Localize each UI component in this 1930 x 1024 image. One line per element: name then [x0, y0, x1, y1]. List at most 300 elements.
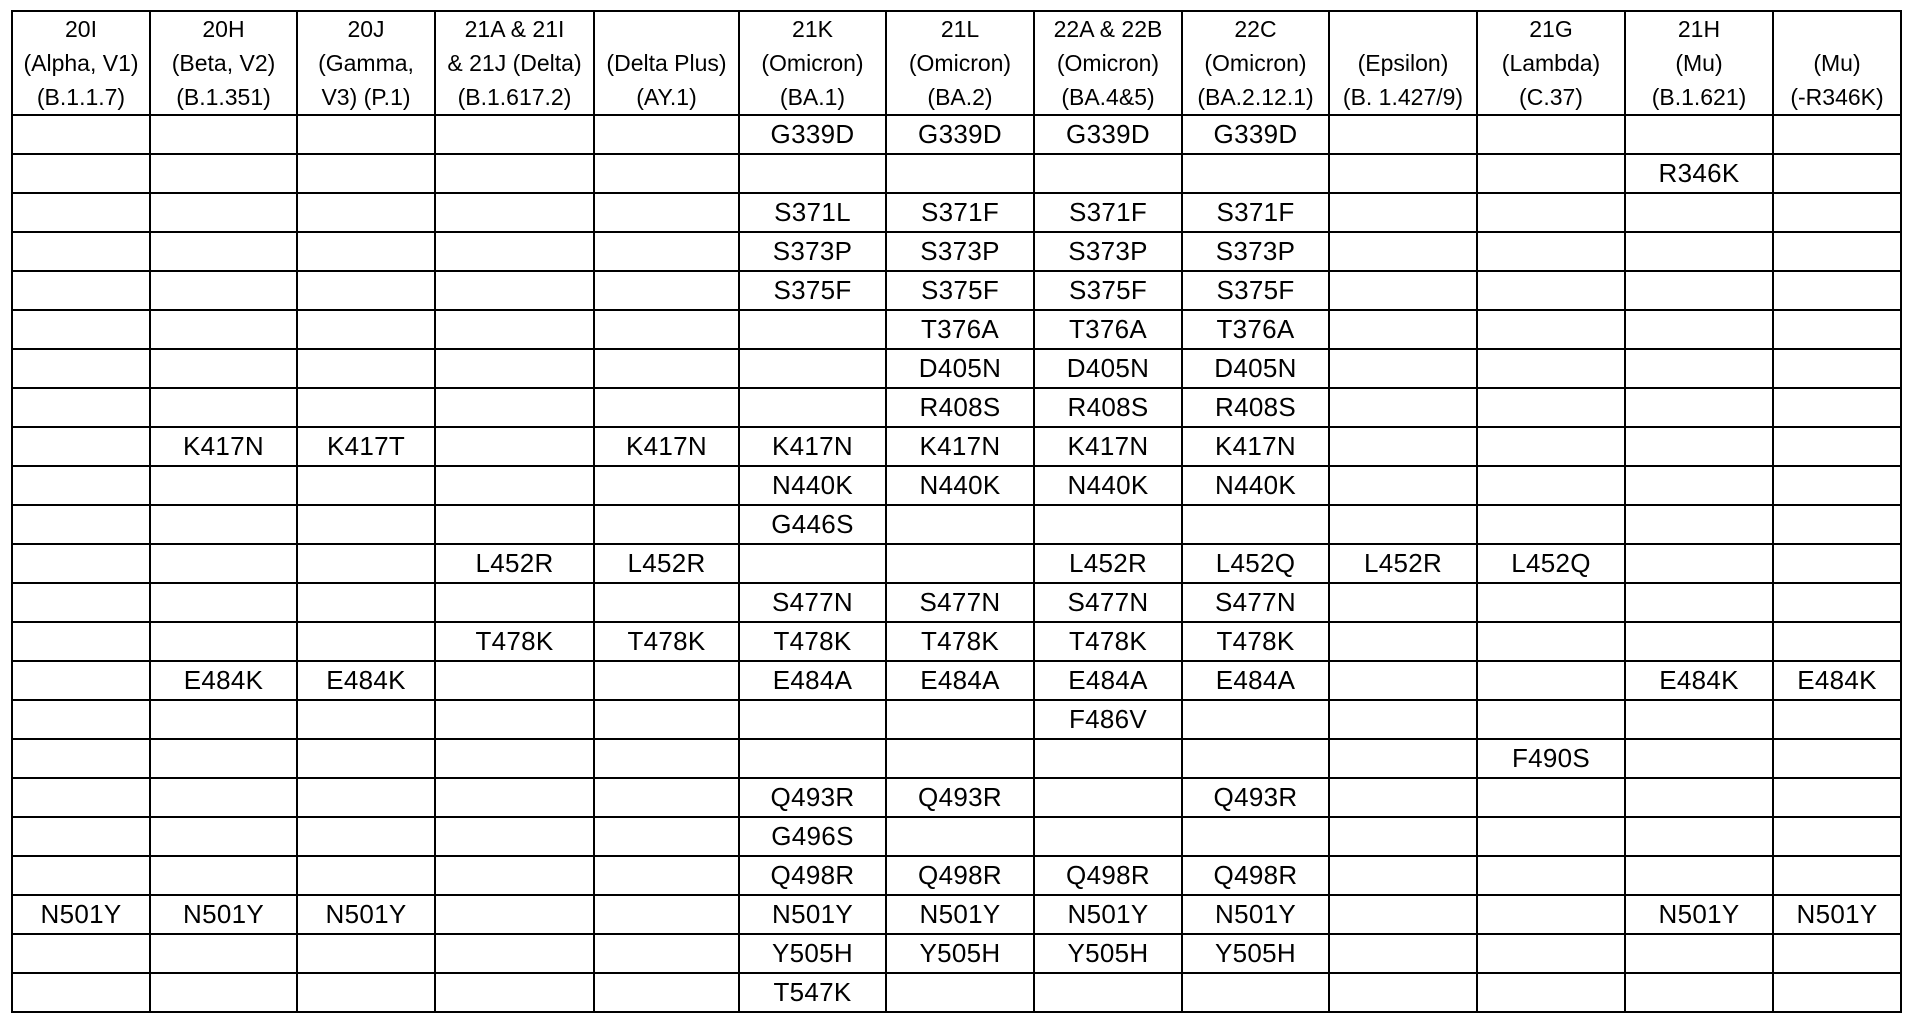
mutation-cell: R346K: [1625, 154, 1773, 193]
mutation-cell: [12, 193, 150, 232]
mutation-cell: [12, 349, 150, 388]
mutation-cell: [435, 739, 594, 778]
mutation-cell: [12, 232, 150, 271]
mutation-cell: E484K: [1773, 661, 1901, 700]
column-header: [1034, 11, 1182, 115]
mutation-cell: [886, 544, 1034, 583]
mutation-cell: [150, 349, 297, 388]
mutation-cell: [1477, 505, 1625, 544]
column-header: [594, 11, 739, 115]
column-header-line: (AY.1): [636, 84, 697, 110]
mutation-cell: Q493R: [886, 778, 1034, 817]
mutation-cell: [594, 505, 739, 544]
table-row: [12, 466, 1901, 505]
column-header-line: (B.1.351): [176, 84, 271, 110]
mutation-cell: S375F: [1034, 271, 1182, 310]
mutation-cell: S373P: [1182, 232, 1329, 271]
mutation-cell: [1034, 817, 1182, 856]
mutation-cell: [1773, 973, 1901, 1012]
table-row: [12, 622, 1901, 661]
mutation-cell: [150, 973, 297, 1012]
column-header-line: [595, 12, 738, 46]
mutation-cell: [1477, 115, 1625, 154]
column-header: [886, 11, 1034, 115]
mutation-cell: [594, 778, 739, 817]
mutation-cell: [1329, 115, 1477, 154]
mutation-cell: S477N: [886, 583, 1034, 622]
mutation-cell: [1477, 583, 1625, 622]
column-header-line: 20J: [347, 16, 385, 42]
mutation-cell: [1625, 310, 1773, 349]
mutation-cell: [12, 466, 150, 505]
mutation-cell: [1329, 427, 1477, 466]
table-row: [12, 349, 1901, 388]
table-row: [12, 115, 1901, 154]
mutation-cell: [297, 778, 435, 817]
mutation-cell: S371F: [1182, 193, 1329, 232]
mutation-cell: K417N: [1034, 427, 1182, 466]
mutation-cell: [886, 973, 1034, 1012]
mutation-cell: G339D: [739, 115, 886, 154]
mutation-cell: [1034, 778, 1182, 817]
mutation-cell: [594, 700, 739, 739]
mutation-cell: [1625, 193, 1773, 232]
mutation-cell: S375F: [739, 271, 886, 310]
mutation-cell: [1329, 895, 1477, 934]
mutation-cell: [594, 388, 739, 427]
mutation-cell: [1625, 934, 1773, 973]
mutation-cell: [739, 310, 886, 349]
mutation-cell: N501Y: [297, 895, 435, 934]
mutation-cell: G446S: [739, 505, 886, 544]
table-row: [12, 505, 1901, 544]
mutation-cell: [1625, 739, 1773, 778]
mutation-cell: [594, 934, 739, 973]
mutation-cell: [1477, 349, 1625, 388]
column-header-line: (Omicron): [761, 50, 864, 76]
mutation-cell: [1329, 661, 1477, 700]
mutation-cell: N501Y: [1034, 895, 1182, 934]
table-row: [12, 895, 1901, 934]
mutation-cell: [297, 193, 435, 232]
mutation-cell: [435, 583, 594, 622]
column-header-line: 21G: [1529, 16, 1573, 42]
mutation-cell: S371L: [739, 193, 886, 232]
mutation-cell: T376A: [1034, 310, 1182, 349]
table-row: [12, 310, 1901, 349]
mutation-cell: [1625, 817, 1773, 856]
mutation-cell: [1034, 973, 1182, 1012]
mutation-cell: [1625, 427, 1773, 466]
mutation-cell: [1477, 466, 1625, 505]
mutation-cell: [1625, 388, 1773, 427]
mutation-cell: Y505H: [1182, 934, 1329, 973]
mutation-cell: [1477, 973, 1625, 1012]
mutation-cell: [1625, 856, 1773, 895]
mutation-cell: E484K: [1625, 661, 1773, 700]
column-header: [1182, 11, 1329, 115]
mutation-cell: [435, 388, 594, 427]
mutation-cell: [594, 583, 739, 622]
mutation-cell: [435, 505, 594, 544]
column-header-line: (Gamma,: [318, 50, 414, 76]
mutation-cell: S375F: [1182, 271, 1329, 310]
mutation-cell: [150, 817, 297, 856]
mutation-cell: [594, 232, 739, 271]
mutation-cell: [1329, 778, 1477, 817]
mutation-cell: [150, 583, 297, 622]
mutation-cell: N501Y: [739, 895, 886, 934]
mutation-cell: [1625, 973, 1773, 1012]
mutation-cell: [435, 310, 594, 349]
mutation-cell: E484A: [886, 661, 1034, 700]
mutation-cell: [297, 505, 435, 544]
mutation-cell: [435, 271, 594, 310]
mutation-cell: N501Y: [1182, 895, 1329, 934]
mutation-cell: [1625, 466, 1773, 505]
mutation-cell: [886, 700, 1034, 739]
mutation-cell: [150, 622, 297, 661]
mutation-cell: [1477, 778, 1625, 817]
column-header: [739, 11, 886, 115]
mutation-cell: [1182, 739, 1329, 778]
mutation-cell: [1329, 232, 1477, 271]
mutation-cell: [1625, 778, 1773, 817]
mutation-cell: Y505H: [1034, 934, 1182, 973]
mutation-cell: S371F: [886, 193, 1034, 232]
mutation-cell: T478K: [739, 622, 886, 661]
mutation-cell: [12, 271, 150, 310]
mutation-cell: E484A: [1182, 661, 1329, 700]
table-row: [12, 544, 1901, 583]
column-header-line: 21H: [1677, 16, 1721, 42]
mutation-cell: [1773, 193, 1901, 232]
mutation-cell: K417T: [297, 427, 435, 466]
mutation-cell: D405N: [1034, 349, 1182, 388]
mutation-cell: [1477, 388, 1625, 427]
mutation-cell: N501Y: [150, 895, 297, 934]
mutation-cell: [435, 193, 594, 232]
mutation-cell: [1477, 700, 1625, 739]
mutation-cell: [739, 739, 886, 778]
mutation-cell: E484K: [150, 661, 297, 700]
table-row: [12, 154, 1901, 193]
mutation-cell: [1773, 505, 1901, 544]
column-header-line: (B.1.617.2): [457, 84, 572, 110]
mutation-cell: [297, 115, 435, 154]
mutation-cell: [1329, 388, 1477, 427]
mutation-cell: T478K: [435, 622, 594, 661]
mutation-cell: E484K: [297, 661, 435, 700]
mutation-cell: [435, 466, 594, 505]
mutation-cell: [594, 817, 739, 856]
mutation-cell: [435, 934, 594, 973]
mutation-cell: S373P: [886, 232, 1034, 271]
mutation-cell: [150, 310, 297, 349]
mutation-cell: Q493R: [739, 778, 886, 817]
mutation-cell: [1329, 739, 1477, 778]
header-row: [12, 11, 1901, 115]
mutation-cell: R408S: [1034, 388, 1182, 427]
mutation-cell: [435, 349, 594, 388]
column-header-line: V3) (P.1): [321, 84, 411, 110]
mutation-cell: [1329, 622, 1477, 661]
mutation-cell: N440K: [1182, 466, 1329, 505]
mutation-cell: T376A: [886, 310, 1034, 349]
mutation-cell: S373P: [739, 232, 886, 271]
mutation-cell: D405N: [886, 349, 1034, 388]
mutation-cell: L452Q: [1182, 544, 1329, 583]
mutation-cell: [1625, 115, 1773, 154]
mutation-cell: [297, 544, 435, 583]
mutation-cell: [297, 583, 435, 622]
mutation-cell: [1773, 310, 1901, 349]
table-row: [12, 388, 1901, 427]
mutation-cell: G339D: [1182, 115, 1329, 154]
column-header-line: (Lambda): [1501, 50, 1601, 76]
mutation-cell: [1625, 232, 1773, 271]
mutation-cell: Q498R: [886, 856, 1034, 895]
mutation-cell: [1625, 583, 1773, 622]
mutation-cell: [12, 661, 150, 700]
variant-mutation-table: [11, 10, 1902, 1013]
mutation-cell: [150, 388, 297, 427]
mutation-cell: [739, 388, 886, 427]
mutation-cell: [297, 232, 435, 271]
mutation-cell: [739, 544, 886, 583]
mutation-cell: [150, 154, 297, 193]
mutation-cell: [150, 934, 297, 973]
column-header-line: [1774, 12, 1900, 46]
column-header: [1329, 11, 1477, 115]
mutation-cell: [1329, 700, 1477, 739]
table-row: [12, 427, 1901, 466]
mutation-cell: [1182, 154, 1329, 193]
mutation-cell: [12, 622, 150, 661]
column-header: [1477, 11, 1625, 115]
mutation-cell: L452R: [1034, 544, 1182, 583]
mutation-cell: [1329, 973, 1477, 1012]
mutation-cell: [594, 271, 739, 310]
mutation-cell: [1182, 973, 1329, 1012]
mutation-cell: [12, 427, 150, 466]
mutation-cell: Q498R: [1034, 856, 1182, 895]
mutation-cell: [594, 349, 739, 388]
mutation-cell: [435, 154, 594, 193]
mutation-cell: Y505H: [739, 934, 886, 973]
column-header-line: (BA.2): [927, 84, 993, 110]
mutation-cell: [297, 739, 435, 778]
mutation-cell: [12, 856, 150, 895]
mutation-cell: [1477, 154, 1625, 193]
mutation-cell: T478K: [1182, 622, 1329, 661]
mutation-cell: [1477, 856, 1625, 895]
mutation-cell: N440K: [1034, 466, 1182, 505]
mutation-cell: [1477, 817, 1625, 856]
mutation-cell: [297, 934, 435, 973]
mutation-cell: [12, 115, 150, 154]
column-header-line: (Omicron): [1056, 50, 1160, 76]
mutation-cell: K417N: [739, 427, 886, 466]
mutation-cell: S375F: [886, 271, 1034, 310]
mutation-cell: S477N: [1182, 583, 1329, 622]
mutation-cell: T547K: [739, 973, 886, 1012]
mutation-cell: [12, 388, 150, 427]
mutation-cell: [1477, 661, 1625, 700]
table-row: [12, 271, 1901, 310]
mutation-cell: S373P: [1034, 232, 1182, 271]
mutation-cell: T478K: [886, 622, 1034, 661]
mutation-cell: [594, 466, 739, 505]
mutation-cell: S477N: [1034, 583, 1182, 622]
mutation-cell: [297, 154, 435, 193]
mutation-cell: [12, 505, 150, 544]
mutation-cell: G339D: [1034, 115, 1182, 154]
mutation-cell: [1034, 505, 1182, 544]
mutation-cell: [1773, 115, 1901, 154]
mutation-cell: L452R: [1329, 544, 1477, 583]
column-header-line: (B.1.621): [1651, 84, 1747, 110]
mutation-cell: [1477, 271, 1625, 310]
mutation-cell: [1329, 466, 1477, 505]
mutation-cell: [297, 310, 435, 349]
mutation-cell: [297, 700, 435, 739]
mutation-cell: [150, 115, 297, 154]
mutation-cell: K417N: [1182, 427, 1329, 466]
mutation-cell: [150, 700, 297, 739]
column-header-line: (Omicron): [1204, 50, 1307, 76]
column-header-line: (BA.2.12.1): [1197, 84, 1314, 110]
mutation-cell: [739, 154, 886, 193]
mutation-cell: R408S: [886, 388, 1034, 427]
table-row: [12, 778, 1901, 817]
mutation-cell: [150, 505, 297, 544]
mutation-cell: [12, 817, 150, 856]
mutation-cell: [297, 817, 435, 856]
column-header-line: 21A & 21I: [464, 16, 565, 42]
mutation-cell: [1773, 778, 1901, 817]
mutation-cell: F486V: [1034, 700, 1182, 739]
mutation-cell: [1625, 622, 1773, 661]
mutation-cell: D405N: [1182, 349, 1329, 388]
mutation-cell: [1773, 700, 1901, 739]
mutation-cell: [739, 700, 886, 739]
mutation-cell: [1625, 349, 1773, 388]
mutation-cell: T478K: [594, 622, 739, 661]
mutation-cell: [1477, 427, 1625, 466]
mutation-cell: E484A: [739, 661, 886, 700]
mutation-cell: [1182, 700, 1329, 739]
mutation-cell: [1329, 583, 1477, 622]
mutation-cell: [1773, 622, 1901, 661]
mutation-cell: G339D: [886, 115, 1034, 154]
mutation-cell: K417N: [150, 427, 297, 466]
mutation-cell: [12, 739, 150, 778]
mutation-cell: Q498R: [739, 856, 886, 895]
table-row: [12, 700, 1901, 739]
mutation-cell: F490S: [1477, 739, 1625, 778]
mutation-cell: [594, 739, 739, 778]
mutation-cell: [1625, 544, 1773, 583]
mutation-cell: [1329, 856, 1477, 895]
mutation-cell: K417N: [594, 427, 739, 466]
mutation-cell: [886, 739, 1034, 778]
mutation-cell: [12, 583, 150, 622]
table-row: [12, 661, 1901, 700]
mutation-cell: N501Y: [1625, 895, 1773, 934]
mutation-cell: L452Q: [1477, 544, 1625, 583]
column-header-line: (Mu): [1675, 50, 1723, 76]
mutation-cell: [1625, 700, 1773, 739]
mutation-cell: [435, 973, 594, 1012]
table-row: [12, 817, 1901, 856]
mutation-cell: [12, 154, 150, 193]
mutation-cell: [1773, 739, 1901, 778]
mutation-cell: [1773, 349, 1901, 388]
mutation-cell: Q493R: [1182, 778, 1329, 817]
mutation-cell: [594, 661, 739, 700]
mutation-cell: [594, 154, 739, 193]
column-header-line: (BA.4&5): [1061, 84, 1155, 110]
column-header-line: (C.37): [1519, 84, 1583, 110]
mutation-cell: [297, 271, 435, 310]
mutation-cell: [1625, 505, 1773, 544]
column-header: [1625, 11, 1773, 115]
mutation-cell: [435, 232, 594, 271]
mutation-cell: [297, 388, 435, 427]
mutation-cell: [594, 193, 739, 232]
mutation-cell: [1773, 934, 1901, 973]
mutation-cell: [1182, 817, 1329, 856]
mutation-cell: [435, 661, 594, 700]
column-header-line: 22C: [1234, 16, 1277, 42]
mutation-cell: [435, 817, 594, 856]
column-header-line: (Omicron): [908, 50, 1012, 76]
mutation-cell: [12, 310, 150, 349]
mutation-cell: Y505H: [886, 934, 1034, 973]
column-header-line: (BA.1): [779, 84, 846, 110]
mutation-cell: [297, 856, 435, 895]
mutation-cell: [1773, 544, 1901, 583]
mutation-cell: [435, 700, 594, 739]
mutation-cell: N501Y: [12, 895, 150, 934]
mutation-cell: [1477, 934, 1625, 973]
column-header-line: 22A & 22B: [1053, 16, 1163, 42]
mutation-cell: [435, 115, 594, 154]
mutation-cell: [12, 973, 150, 1012]
table-row: [12, 232, 1901, 271]
mutation-cell: [150, 193, 297, 232]
column-header: [150, 11, 297, 115]
mutation-cell: [1329, 154, 1477, 193]
mutation-cell: [12, 544, 150, 583]
column-header-line: 21L: [940, 16, 980, 42]
mutation-cell: [435, 895, 594, 934]
mutation-cell: S371F: [1034, 193, 1182, 232]
column-header-line: 20H: [202, 16, 245, 42]
mutation-cell: [150, 739, 297, 778]
mutation-cell: [150, 466, 297, 505]
column-header-line: 20I: [65, 16, 97, 42]
column-header: [297, 11, 435, 115]
column-header-line: (-R346K): [1790, 84, 1884, 110]
mutation-cell: [739, 349, 886, 388]
mutation-cell: [1477, 193, 1625, 232]
mutation-cell: [1477, 622, 1625, 661]
mutation-cell: Q498R: [1182, 856, 1329, 895]
mutation-cell: [594, 310, 739, 349]
mutation-cell: [435, 778, 594, 817]
